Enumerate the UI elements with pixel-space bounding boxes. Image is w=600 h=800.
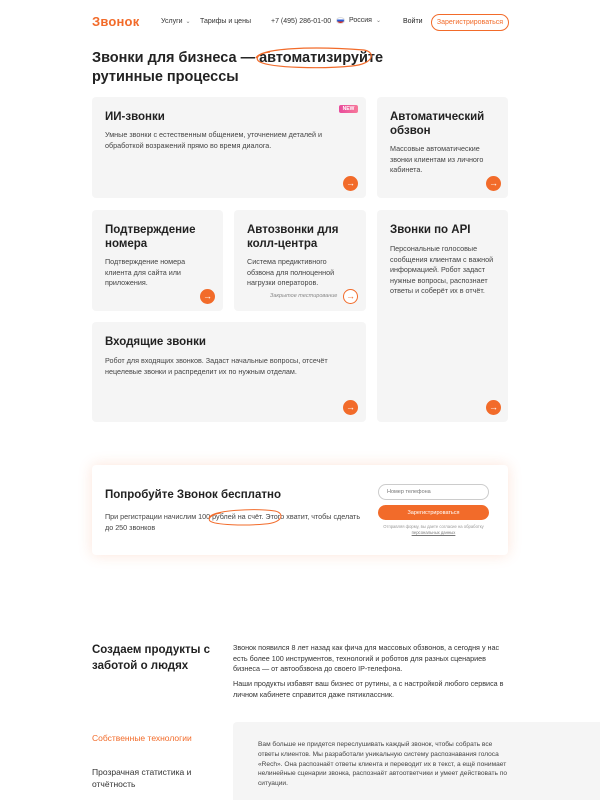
card-auto-dial[interactable] <box>377 97 508 198</box>
title-part1: Звонки для бизнеса — <box>92 50 260 66</box>
card-desc: Робот для входящих звонков. Задаст начальные вопросы, отсечёт нецелевые звонки и распределит их по нужным отделам. <box>105 356 328 376</box>
promo-register-button[interactable]: Зарегистрироваться <box>378 505 489 520</box>
phone-input[interactable] <box>378 484 489 500</box>
promo-title: Попробуйте Звонок бесплатно <box>105 489 281 501</box>
card-title: Подтверждение номера <box>105 224 196 250</box>
phone-link[interactable]: +7 (495) 286-01-00 <box>271 18 332 25</box>
arrow-right-icon[interactable]: → <box>486 400 501 415</box>
new-badge: NEW <box>339 105 358 113</box>
language-label: Россия <box>349 17 372 24</box>
header <box>0 0 600 44</box>
nav-services[interactable] <box>161 18 191 25</box>
about-text-1: Звонок появился 8 лет назад как фича для массовых обзвонов, а сегодня у нас есть более 100 инструментов, технологий и роботов для разных сценариев бизнеса — от автообзвона до своего IP-телефона. <box>233 643 500 673</box>
logo[interactable]: Звонок <box>92 14 140 29</box>
card-title: ИИ-звонки <box>105 111 165 123</box>
language-selector[interactable] <box>336 17 381 24</box>
arrow-right-icon[interactable]: → <box>343 176 358 191</box>
highlight-circle-icon <box>205 507 283 527</box>
nav-pricing[interactable]: Тарифы и цены <box>200 18 251 25</box>
card-desc: Умные звонки с естественным общением, уточнением деталей и обработкой возражений прямо во время диалога. <box>105 130 323 150</box>
chevron-down-icon: ⌄ <box>375 18 381 24</box>
about-title: Создаем продукты с заботой о людях <box>92 644 211 672</box>
nav-services-label: Услуги <box>161 18 183 25</box>
title-part2: рутинные процессы <box>92 69 239 85</box>
card-api-calls[interactable] <box>377 210 508 422</box>
arrow-right-icon[interactable]: → <box>343 400 358 415</box>
tech-content-box <box>233 722 600 800</box>
arrow-right-icon[interactable]: → <box>200 289 215 304</box>
register-button[interactable]: Зарегистрироваться <box>431 14 509 31</box>
card-desc: Массовые автоматические звонки клиентам из личного кабинета. <box>390 144 484 174</box>
arrow-right-icon[interactable]: → <box>343 289 358 304</box>
highlight-circle-icon <box>252 44 376 70</box>
tab-statistics[interactable]: Прозрачная статистика и отчётность <box>92 767 192 789</box>
promo-desc-after: . Этого хватит, чтобы сделать до 250 звонков <box>105 512 361 532</box>
card-title: Звонки по API <box>390 224 471 236</box>
promo-desc-highlight: 100 рублей на счёт <box>198 512 262 521</box>
promo-desc-before: При регистрации начислим <box>105 512 199 521</box>
arrow-right-icon[interactable]: → <box>486 176 501 191</box>
chevron-down-icon: ⌄ <box>185 19 191 25</box>
card-title: Входящие звонки <box>105 336 206 348</box>
tab-own-technologies[interactable]: Собственные технологии <box>92 733 192 743</box>
personal-data-link[interactable]: персональных данных <box>411 530 456 535</box>
card-title: Автоматический обзвон <box>390 111 485 137</box>
card-incoming-calls[interactable] <box>92 322 366 422</box>
card-call-center[interactable] <box>234 210 366 311</box>
card-desc: Система предиктивного обзвона для полноценной нагрузки операторов. <box>247 257 335 287</box>
login-link[interactable]: Войти <box>403 18 423 25</box>
card-desc: Персональные голосовые сообщения клиентам с важной информацией. Робот задаст нужные вопросы, распознает ответы и соберёт их в отчёт. <box>390 244 494 295</box>
card-desc: Подтверждение номера клиента для сайта или приложения. <box>105 257 186 287</box>
card-title: Автозвонки для колл-центра <box>247 224 339 250</box>
consent-note <box>382 524 485 536</box>
about-text-2: Наши продукты избавят ваш бизнес от рутины, а с настройкой любого сервиса в личном кабинете справится даже пятиклассник. <box>233 679 504 699</box>
card-number-confirm[interactable] <box>92 210 223 311</box>
card-ai-calls[interactable] <box>92 97 366 198</box>
free-trial-section <box>92 465 508 555</box>
russia-flag-icon <box>336 17 345 24</box>
title-highlight: автоматизируйте <box>259 50 384 66</box>
tech-text: Вам больше не придется переслушивать каждый звонок, чтобы собрать все ответы клиентов. Мы разработали уникальную систему распознавания голоса «Rech». Она распознаёт ответы клиента и переводит их в текст, а ещё понимает нелинейные сценарии звонка, распознаёт автоответчики и умеет действовать по ситуации. <box>258 741 508 788</box>
consent-note-text: Отправляя форму, вы даете согласие на обработку <box>383 524 484 529</box>
closed-testing-note: Закрытое тестирование <box>270 293 338 299</box>
